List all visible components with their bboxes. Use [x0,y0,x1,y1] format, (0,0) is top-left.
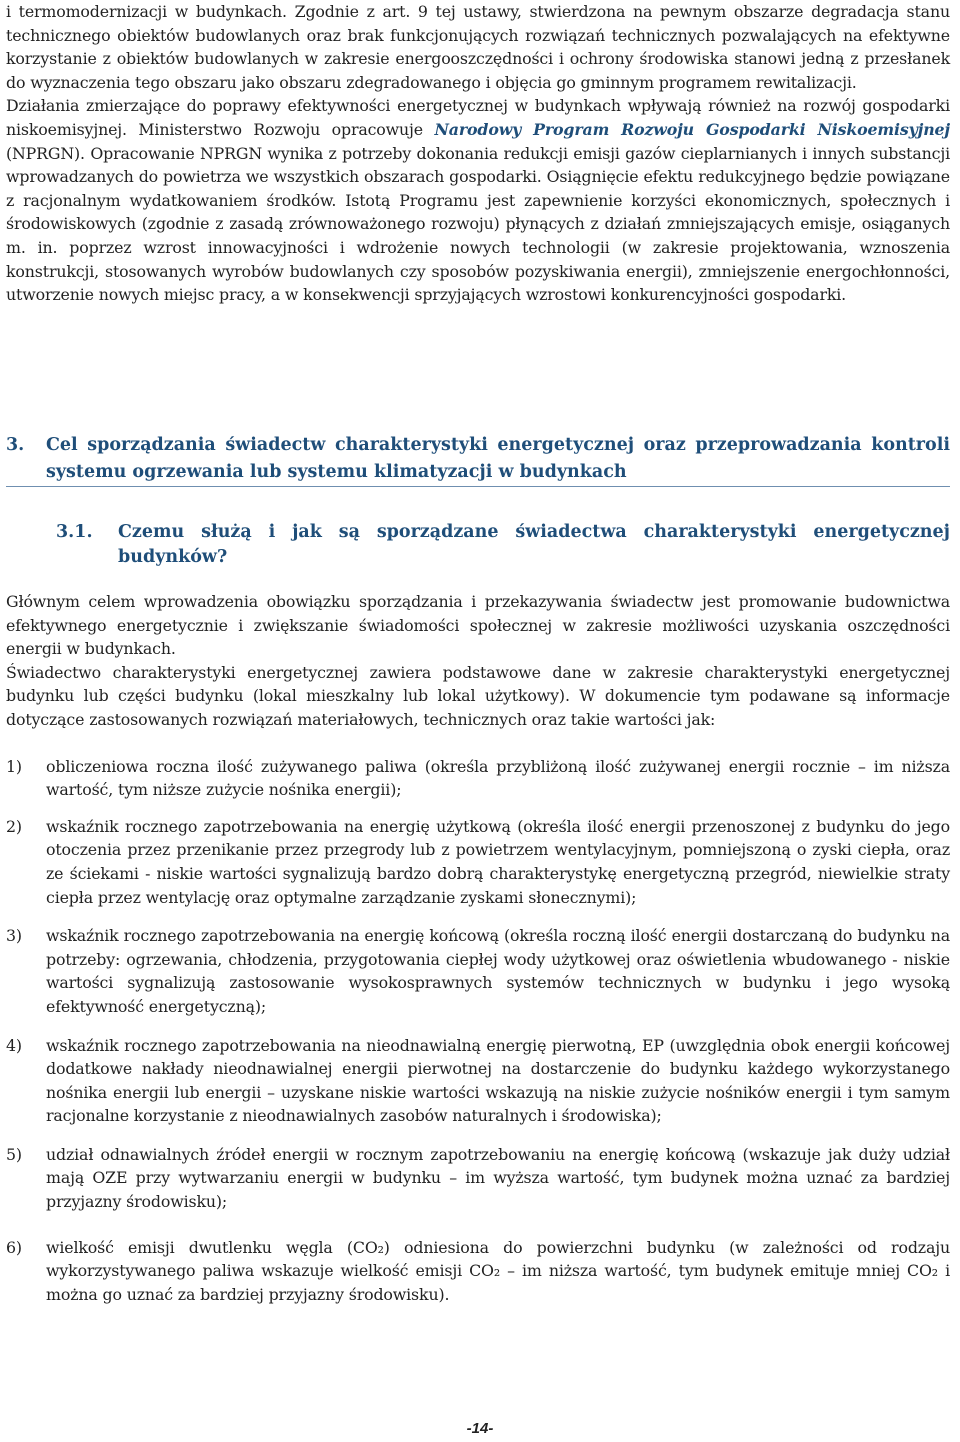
page-number: -14- [466,1420,494,1437]
paragraph-nprgn-rest: (NPRGN). Opracowanie NPRGN wynika z potrzeby dokonania redukcji emisji gazów cieplarnianych i innych substancji wprowadzanych do powietrza we wszystkich obszarach gospodarki. Osiągnięcie efektu redukcyjnego będzie powiązane z racjonalnym wydatkowaniem środków. Istotą Programu jest zapewnienie korzyści ekonomicznych, społecznych i środowiskowych (zgodnie z zasadą zrównoważonego rozwoju) płynących z działań zmniejszających emisje, osiąganych m. in. poprzez wzrost innowacyjności i wdrożenie nowych technologii (w zakresie projektowania, wznoszenia konstrukcji, stosowanych wyrobów budowlanych czy sposobów pozyskiwania energii), zmniejszenie energochłonności, utworzenie nowych miejsc pracy, a w konsekwencji sprzyjających wzrostowi konkurencyjności gospodarki. [6,143,950,305]
section-number: 3. [6,435,25,455]
list-item-text: obliczeniowa roczna ilość zużywanego paliwa (określa przybliżoną ilość zużywanej energii rocznie – im niższa wartość, tym niższe zużycie nośnika energii); [46,756,950,800]
paragraph-goal: Głównym celem wprowadzenia obowiązku sporządzania i przekazywania świadectw jest promowanie budownictwa efektywnego energetycznie i zwiększanie świadomości społecznej w zakresie możliwości uzyskania oszczędności energii w budynkach. [6,592,950,659]
list-item-text: udział odnawialnych źródeł energii w rocznym zapotrzebowaniu na energię końcową (wskazuje jak duży udział mają OZE przy wytwarzaniu energii w budynku – im wyższa wartość, tym budynek można uznać za bardziej przyjazny środowisku); [46,1144,950,1212]
list-item-number: 4) [6,1035,22,1055]
section-heading-3 [6,432,950,486]
list-item-number: 1) [6,756,22,776]
paragraph-nprgn-start: Działania zmierzające do poprawy efektywności energetycznej w budynkach wpływają również na rozwój gospodarki niskoemisyjnej. Ministerstwo Rozwoju opracowuje [6,96,950,139]
list-item-text: wskaźnik rocznego zapotrzebowania na energię użytkową (określa ilość energii przenoszonej z budynku do jego otoczenia przez przenikanie przez przegrody lub z powietrzem wentylacyjnym, pomniejszoną o zyski ciepła, oraz ze ściekami - niskie wartości sygnalizują bardzo dobrą charakterystykę energetyczną przegród, niewielkie straty ciepła przez wentylację oraz optymalne zarządzanie zyskami słonecznymi); [46,816,950,907]
list-item-text: wielkość emisji dwutlenku węgla (CO₂) odniesiona do powierzchni budynku (w zależności od rodzaju wykorzystywanego paliwa wskazuje wielkość emisji CO₂ – im niższa wartość, tym budynek emituje mniej CO₂ i można go uznać za bardziej przyjazny środowisku). [46,1237,950,1304]
paragraph-nprgn [6,94,950,306]
paragraph-certificate: Świadectwo charakterystyki energetycznej zawiera podstawowe dane w zakresie charakterystyki energetycznej budynku lub części budynku (lokal mieszkalny lub lokal użytkowy). W dokumencie tym podawane są informacje dotyczące zastosowanych rozwiązań materiałowych, technicznych oraz takie wartości jak: [6,662,950,729]
section-body [6,590,950,1306]
list-item [6,815,950,909]
list-item-text: wskaźnik rocznego zapotrzebowania na nieodnawialną energię pierwotną, EP (uwzględnia obok energii końcowej dodatkowe nakłady nieodnawialnej energii pierwotnej na dostarczenie do budynku każdego wykorzystanego nośnika energii lub energii – uzyskane niskie wartości wskazują na niskie zużycie nośników energii i tym samym racjonalne korzystanie z nieodnawialnych zasobów naturalnych i środowiska); [46,1035,950,1126]
subsection-heading-3-1 [56,520,950,570]
page-content [6,0,950,307]
list-item-number: 2) [6,816,22,836]
list-item [6,755,950,802]
subsection-title: Czemu służą i jak są sporządzane świadectwa charakterystyki energetycznej budynków? [118,522,950,567]
paragraph-intro: i termomodernizacji w budynkach. Zgodnie z art. 9 tej ustawy, stwierdzona na pewnym obszarze degradacja stanu technicznego obiektów budowlanych oraz brak funkcjonujących rozwiązań technicznych pozwalających na efektywne korzystanie z obiektów budowlanych w zakresie energooszczędności i ochrony środowiska stanowi jedną z przesłanek do wyznaczenia tego obszaru jako obszaru zdegradowanego i objęcia go gminnym programem rewitalizacji. [6,2,950,92]
heading-divider [6,486,950,487]
subsection-number: 3.1. [56,522,93,542]
list-item-number: 3) [6,926,22,946]
list-item [6,1143,950,1214]
program-name-link[interactable]: Narodowy Program Rozwoju Gospodarki Niskoemisyjnej [434,119,950,139]
list-item-number: 5) [6,1144,22,1164]
list-item-text: wskaźnik rocznego zapotrzebowania na energię końcową (określa roczną ilość energii dostarczaną do budynku na potrzeby: ogrzewania, chłodzenia, przygotowania ciepłej wody użytkowej oraz oświetlenia wbudowanego - niskie wartości sygnalizują zastosowanie wysokosprawnych systemów technicznych w budynku i jego wysoką efektywność energetyczną); [46,926,950,1016]
values-list [6,755,950,1307]
list-item [6,1236,950,1307]
section-title: Cel sporządzania świadectw charakterystyki energetycznej oraz przeprowadzania kontroli systemu ogrzewania lub systemu klimatyzacji w budynkach [46,435,950,482]
list-item [6,1034,950,1128]
list-item [6,924,950,1018]
list-item-number: 6) [6,1237,22,1257]
